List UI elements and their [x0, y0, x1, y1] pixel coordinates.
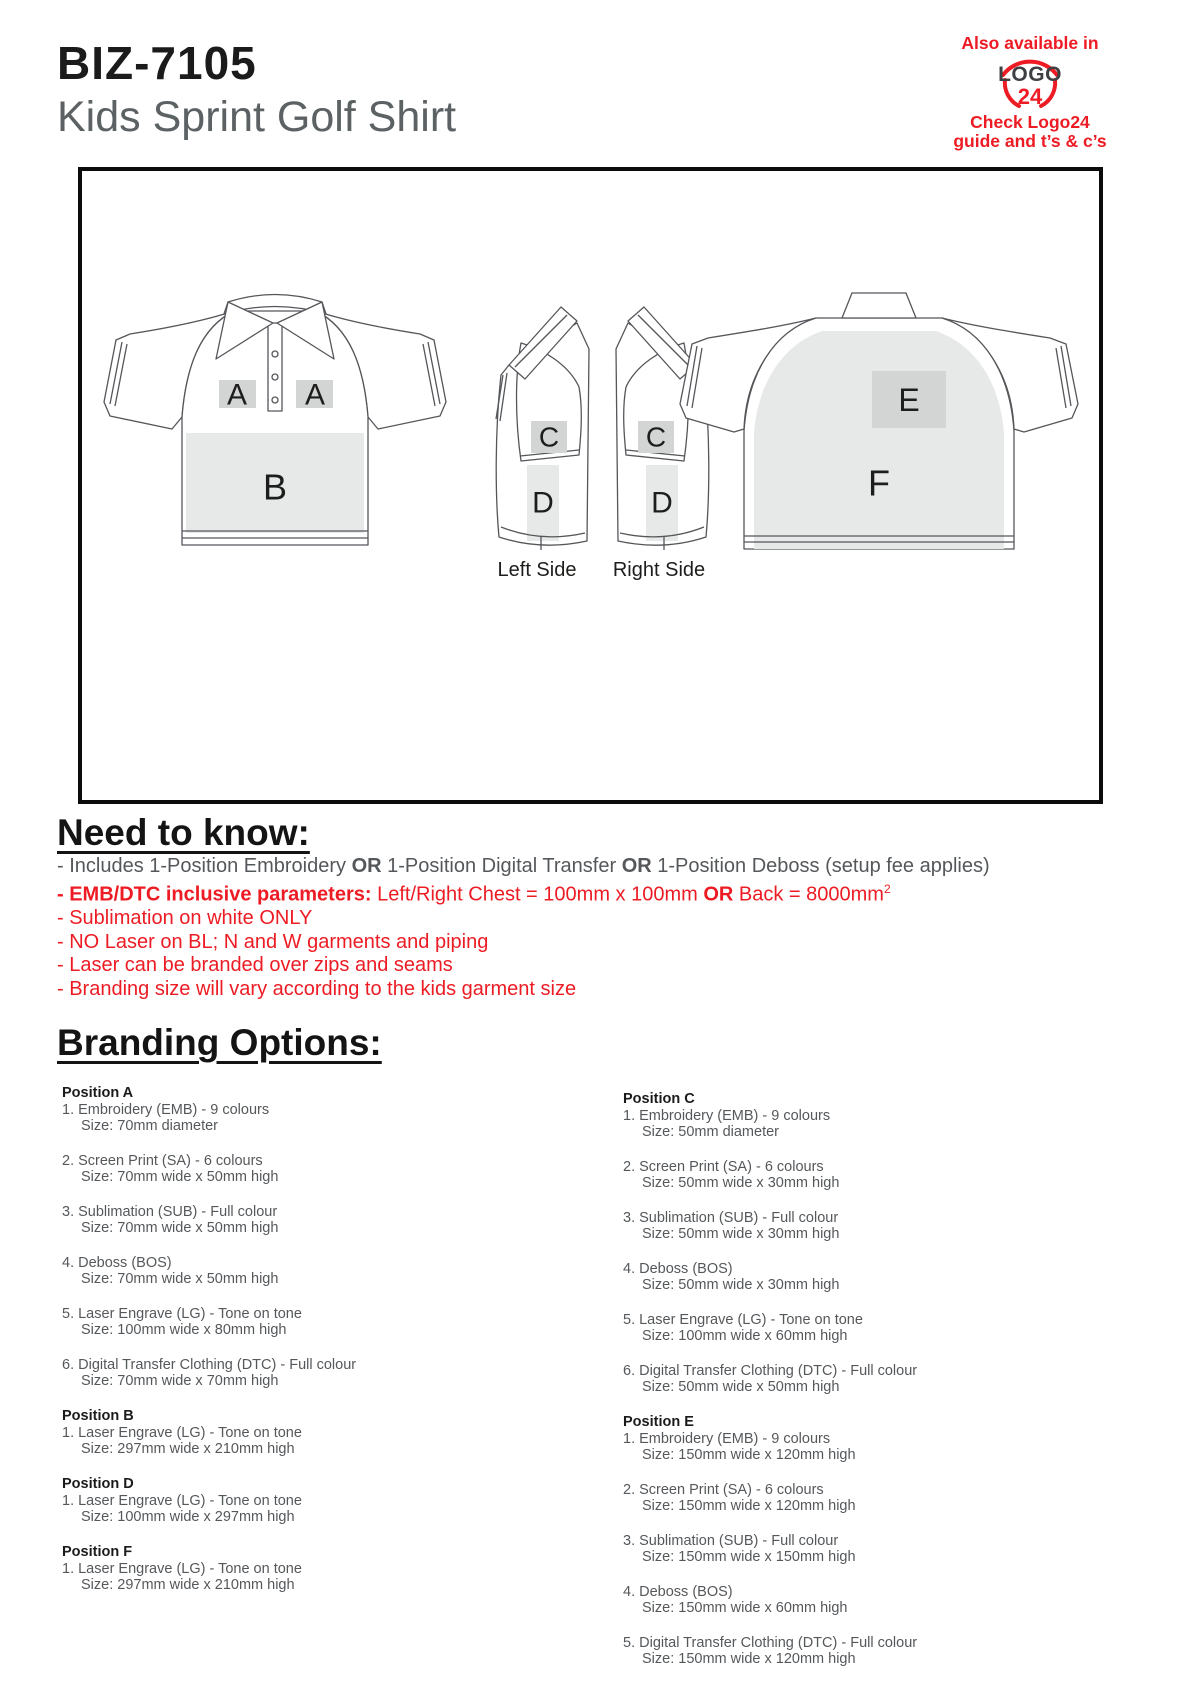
- button: [272, 351, 278, 357]
- position-label-e: E: [898, 382, 920, 418]
- product-code: BIZ-7105: [57, 37, 257, 89]
- branding-item-line: 1. Embroidery (EMB) - 9 colours: [62, 1102, 270, 1118]
- branding-item: [62, 1561, 502, 1593]
- back-view-shirt: [680, 293, 1078, 549]
- branding-item: [623, 1108, 1063, 1140]
- position-block-e: [623, 1414, 1063, 1667]
- ntk-line-1: - Includes 1-Position Embroidery OR 1-Position Digital Transfer OR 1-Position Deboss (setup fee applies): [57, 855, 990, 877]
- ntk-line-2: - EMB/DTC inclusive parameters: Left/Right Chest = 100mm x 100mm OR Back = $8000mm^2$: [57, 882, 891, 907]
- button: [272, 374, 278, 380]
- branding-item: [62, 1153, 502, 1185]
- position-label-a: A: [304, 378, 326, 412]
- position-title: Position B: [62, 1408, 134, 1424]
- branding-item-size: Size: 70mm wide x 50mm high: [81, 1169, 279, 1185]
- branding-item-line: 4. Deboss (BOS): [623, 1261, 733, 1277]
- branding-options-right-column: [623, 1091, 1063, 1684]
- ntk-line-4: - NO Laser on BL; N and W garments and piping: [57, 930, 489, 953]
- branding-item-size: Size: 297mm wide x 210mm high: [81, 1577, 295, 1593]
- branding-item-size: Size: 50mm wide x 30mm high: [642, 1277, 840, 1293]
- branding-item: [623, 1482, 1063, 1514]
- branding-item-size: Size: 150mm wide x 120mm high: [642, 1651, 856, 1667]
- branding-item-line: 4. Deboss (BOS): [62, 1255, 172, 1271]
- branding-options-heading: Branding Options:: [57, 1022, 382, 1063]
- branding-item: [62, 1306, 502, 1338]
- logo24-badge: [880, 34, 1180, 152]
- branding-item-line: 5. Digital Transfer Clothing (DTC) - Full colour: [623, 1635, 918, 1651]
- position-block-a: [62, 1085, 502, 1389]
- logo-word: LOGO: [998, 62, 1062, 86]
- position-label-b: B: [262, 466, 288, 508]
- check-logo24-note: [953, 113, 1106, 152]
- branding-item-line: 3. Sublimation (SUB) - Full colour: [623, 1533, 839, 1549]
- position-title: Position F: [62, 1544, 133, 1560]
- position-label-a: A: [226, 378, 248, 412]
- branding-item-size: Size: 297mm wide x 210mm high: [81, 1441, 295, 1457]
- front-view-shirt: [104, 295, 446, 546]
- branding-item: [62, 1493, 502, 1525]
- branding-item: [62, 1425, 502, 1457]
- position-label-d: D: [651, 486, 673, 520]
- branding-item: [62, 1102, 502, 1134]
- branding-item-line: 1. Embroidery (EMB) - 9 colours: [623, 1108, 831, 1124]
- branding-item-line: 1. Laser Engrave (LG) - Tone on tone: [62, 1561, 302, 1577]
- branding-item-line: 3. Sublimation (SUB) - Full colour: [623, 1210, 839, 1226]
- branding-item: [623, 1431, 1063, 1463]
- ntk-line-3: - Sublimation on white ONLY: [57, 907, 313, 930]
- position-label-c: C: [645, 421, 667, 453]
- branding-item-line: 2. Screen Print (SA) - 6 colours: [623, 1482, 824, 1498]
- branding-item-size: Size: 50mm diameter: [642, 1124, 779, 1140]
- branding-item-line: 6. Digital Transfer Clothing (DTC) - Full colour: [62, 1357, 357, 1373]
- right-side-label: Right Side: [612, 559, 706, 581]
- logo24-icon: [965, 55, 1095, 113]
- logo-number: 24: [1017, 83, 1043, 109]
- branding-item-size: Size: 50mm wide x 50mm high: [642, 1379, 840, 1395]
- branding-item: [623, 1312, 1063, 1344]
- branding-item-size: Size: 70mm diameter: [81, 1118, 218, 1134]
- position-title: Position E: [623, 1414, 694, 1430]
- left-side-label: Left Side: [497, 559, 577, 581]
- branding-item-line: 1. Embroidery (EMB) - 9 colours: [623, 1431, 831, 1447]
- branding-item: [62, 1204, 502, 1236]
- branding-item-size: Size: 150mm wide x 120mm high: [642, 1498, 856, 1514]
- branding-item-size: Size: 70mm wide x 70mm high: [81, 1373, 279, 1389]
- branding-item-line: 3. Sublimation (SUB) - Full colour: [62, 1204, 278, 1220]
- position-block-f: [62, 1544, 502, 1593]
- branding-item-line: 6. Digital Transfer Clothing (DTC) - Full colour: [623, 1363, 918, 1379]
- position-block-d: [62, 1476, 502, 1525]
- need-to-know-list: [57, 855, 1137, 1001]
- position-title: Position D: [62, 1476, 134, 1492]
- branding-item-size: Size: 150mm wide x 120mm high: [642, 1447, 856, 1463]
- product-name: Kids Sprint Golf Shirt: [57, 93, 457, 141]
- branding-item: [623, 1261, 1063, 1293]
- button: [272, 397, 278, 403]
- position-label-d: D: [532, 486, 554, 520]
- ntk-line-6: - Branding size will vary according to the kids garment size: [57, 977, 577, 1000]
- branding-item: [623, 1159, 1063, 1191]
- branding-item: [623, 1533, 1063, 1565]
- position-title: Position A: [62, 1085, 134, 1101]
- branding-item: [623, 1584, 1063, 1616]
- position-block-c: [623, 1091, 1063, 1395]
- branding-item-size: Size: 100mm wide x 80mm high: [81, 1322, 287, 1338]
- branding-item-size: Size: 100mm wide x 60mm high: [642, 1328, 848, 1344]
- ntk-line-5: - Laser can be branded over zips and seams: [57, 954, 453, 977]
- branding-item-line: 2. Screen Print (SA) - 6 colours: [623, 1159, 824, 1175]
- collar: [842, 293, 916, 318]
- branding-item: [62, 1255, 502, 1287]
- check-note-line1: Check Logo24: [970, 111, 1090, 132]
- branding-item-size: Size: 70mm wide x 50mm high: [81, 1220, 279, 1236]
- branding-item-line: 2. Screen Print (SA) - 6 colours: [62, 1153, 263, 1169]
- branding-item-size: Size: 50mm wide x 30mm high: [642, 1175, 840, 1191]
- branding-item-size: Size: 50mm wide x 30mm high: [642, 1226, 840, 1242]
- position-block-b: [62, 1408, 502, 1457]
- branding-item-size: Size: 70mm wide x 50mm high: [81, 1271, 279, 1287]
- also-available-text: Also available in: [961, 33, 1099, 53]
- branding-item-line: 4. Deboss (BOS): [623, 1584, 733, 1600]
- branding-item: [623, 1210, 1063, 1242]
- branding-item: [623, 1363, 1063, 1395]
- branding-item-line: 5. Laser Engrave (LG) - Tone on tone: [62, 1306, 302, 1322]
- position-label-f: F: [868, 462, 890, 504]
- check-note-line2: guide and t’s & c’s: [953, 131, 1107, 151]
- branding-item-line: 5. Laser Engrave (LG) - Tone on tone: [623, 1312, 863, 1328]
- branding-positions-diagram: [78, 167, 1103, 804]
- branding-item-size: Size: 100mm wide x 297mm high: [81, 1509, 295, 1525]
- position-label-c: C: [538, 421, 560, 453]
- need-to-know-heading: Need to know:: [57, 812, 310, 853]
- shirt-diagram-svg: [82, 171, 1099, 800]
- branding-options-left-column: [62, 1085, 502, 1612]
- branding-item: [62, 1357, 502, 1389]
- branding-item-size: Size: 150mm wide x 150mm high: [642, 1549, 856, 1565]
- branding-item-line: 1. Laser Engrave (LG) - Tone on tone: [62, 1425, 302, 1441]
- branding-item: [623, 1635, 1063, 1667]
- position-title: Position C: [623, 1091, 695, 1107]
- branding-item-line: 1. Laser Engrave (LG) - Tone on tone: [62, 1493, 302, 1509]
- zone-f: [754, 331, 1004, 549]
- branding-item-size: Size: 150mm wide x 60mm high: [642, 1600, 848, 1616]
